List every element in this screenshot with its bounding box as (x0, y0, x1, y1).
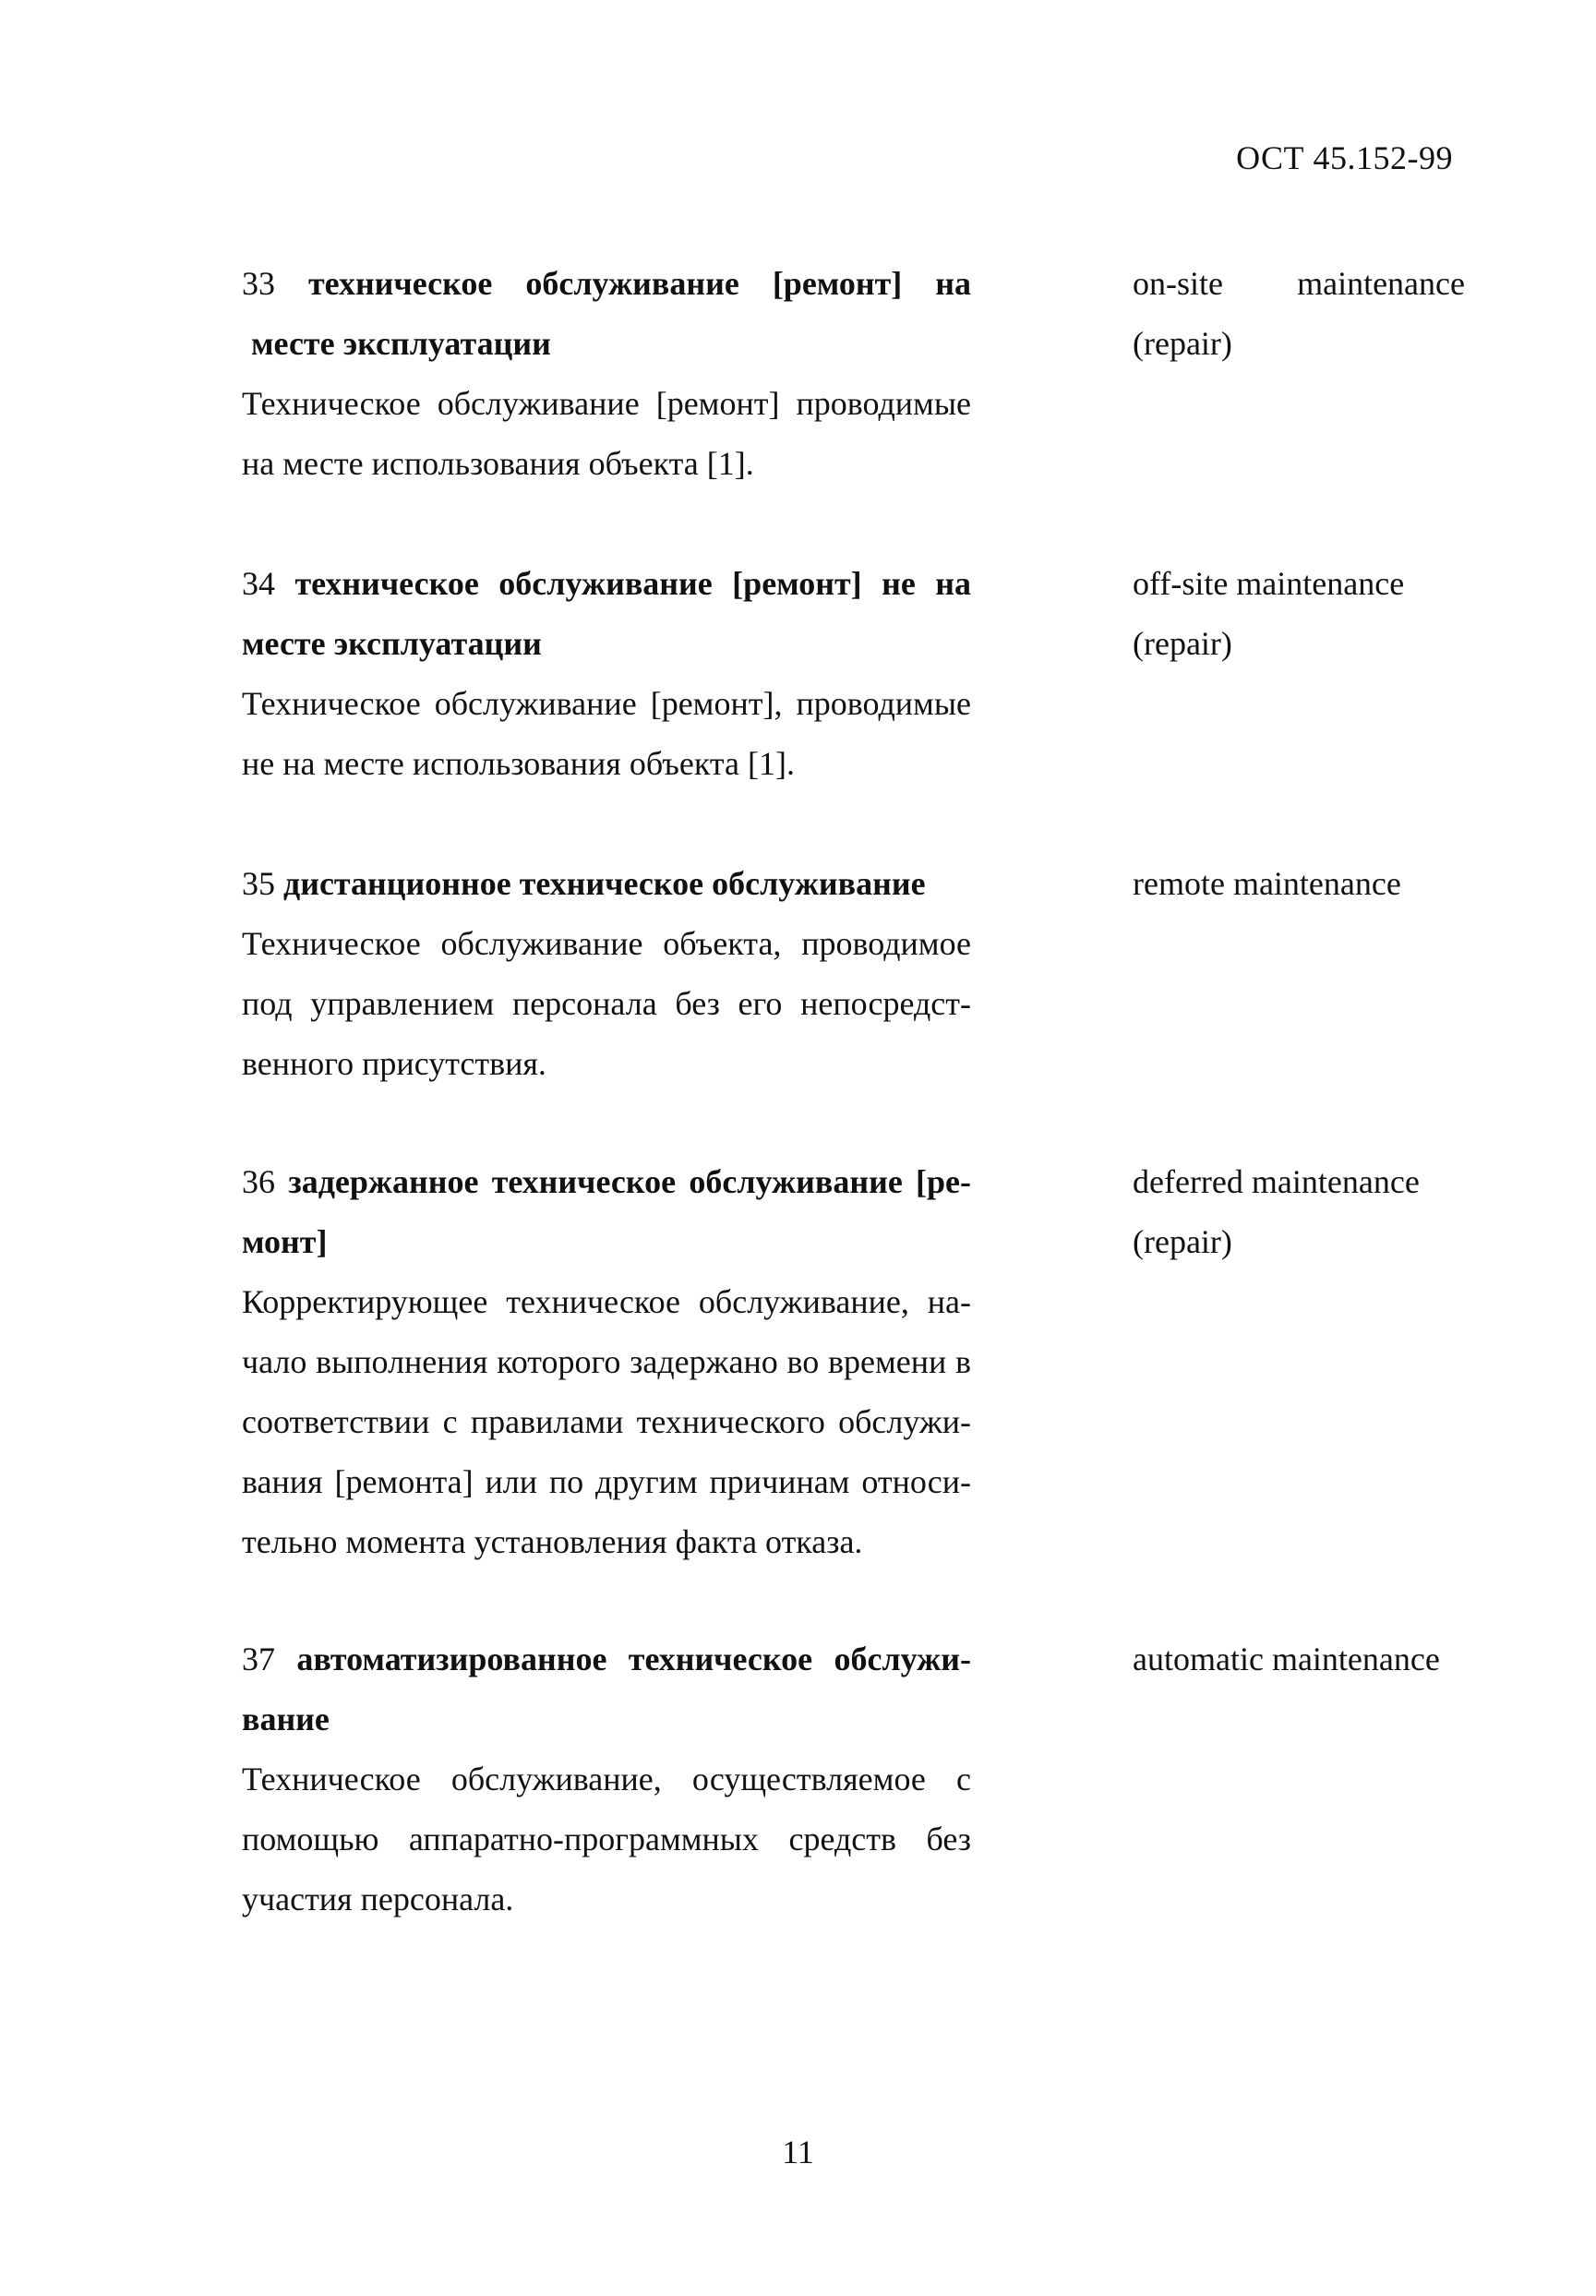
term-number: 33 (242, 265, 275, 302)
document-code: ОСТ 45.152-99 (1236, 139, 1453, 176)
term-definition (242, 1749, 971, 1929)
term-title-line: техническое обслуживание [ремонт] не на (294, 565, 971, 602)
english-line: on-site maintenance (1133, 265, 1465, 302)
term-number: 37 (242, 1641, 275, 1677)
definition-line: на месте использования объекта [1]. (242, 445, 754, 482)
english-line: remote maintenance (1133, 865, 1401, 902)
term-russian (242, 854, 971, 1094)
definition-line: Техническое обслуживание, осуществляемое с (242, 1761, 971, 1797)
definition-line: соответствии с правилами технического обслужи- (242, 1403, 971, 1440)
term-title-line: вание (242, 1701, 330, 1737)
definition-line: помощью аппаратно-программных средств без (242, 1821, 971, 1857)
term-heading (242, 254, 971, 374)
term-definition (242, 1272, 971, 1572)
term-title-line: месте эксплуатации (242, 625, 542, 662)
term-title-line: задержанное техническое обслуживание [ре- (288, 1163, 972, 1200)
term-russian (242, 254, 971, 494)
term-russian (242, 1629, 971, 1929)
term-heading (242, 854, 971, 914)
term-english (1133, 1629, 1465, 1689)
term-heading (242, 1152, 971, 1272)
english-line: (repair) (1133, 1223, 1232, 1260)
term-definition (242, 374, 971, 494)
term-russian (242, 1152, 971, 1572)
english-line: (repair) (1133, 325, 1232, 362)
term-english (1133, 854, 1465, 914)
term-title-line: монт] (242, 1223, 328, 1260)
definition-line: венного присутствия. (242, 1045, 546, 1082)
term-title-line: дистанционное техническое обслуживание (283, 865, 926, 902)
term-english (1133, 1152, 1465, 1272)
english-line: off-site maintenance (1133, 565, 1405, 602)
definition-line: Корректирующее техническое обслуживание, на- (242, 1283, 971, 1320)
term-definition (242, 914, 971, 1094)
english-line: (repair) (1133, 625, 1232, 662)
term-english (1133, 254, 1465, 374)
definition-line: Техническое обслуживание объекта, проводимое (242, 925, 971, 962)
term-heading (242, 554, 971, 674)
definition-line: под управлением персонала без его непосредст- (242, 985, 971, 1022)
term-number: 35 (242, 865, 275, 902)
definition-line: вания [ремонта] или по другим причинам относи- (242, 1463, 971, 1500)
definition-line: не на месте использования объекта [1]. (242, 745, 796, 782)
term-heading (242, 1629, 971, 1749)
page-number: 11 (782, 2134, 814, 2170)
definition-line: Техническое обслуживание [ремонт] проводимые (242, 385, 971, 422)
term-title-line: техническое обслуживание [ремонт] на (308, 265, 972, 302)
term-number: 36 (242, 1163, 275, 1200)
term-english (1133, 554, 1465, 674)
definition-line: участия персонала. (242, 1881, 514, 1917)
english-line: deferred maintenance (1133, 1163, 1420, 1200)
english-line: automatic maintenance (1133, 1641, 1440, 1677)
term-russian (242, 554, 971, 794)
term-title-line: автоматизированное техническое обслужи- (296, 1641, 972, 1677)
term-definition (242, 674, 971, 794)
definition-line: чало выполнения которого задержано во времени в (242, 1343, 971, 1380)
term-number: 34 (242, 565, 275, 602)
term-title-line: месте эксплуатации (251, 325, 551, 362)
definition-line: тельно момента установления факта отказа. (242, 1523, 863, 1560)
definition-line: Техническое обслуживание [ремонт], проводимые (242, 685, 971, 722)
